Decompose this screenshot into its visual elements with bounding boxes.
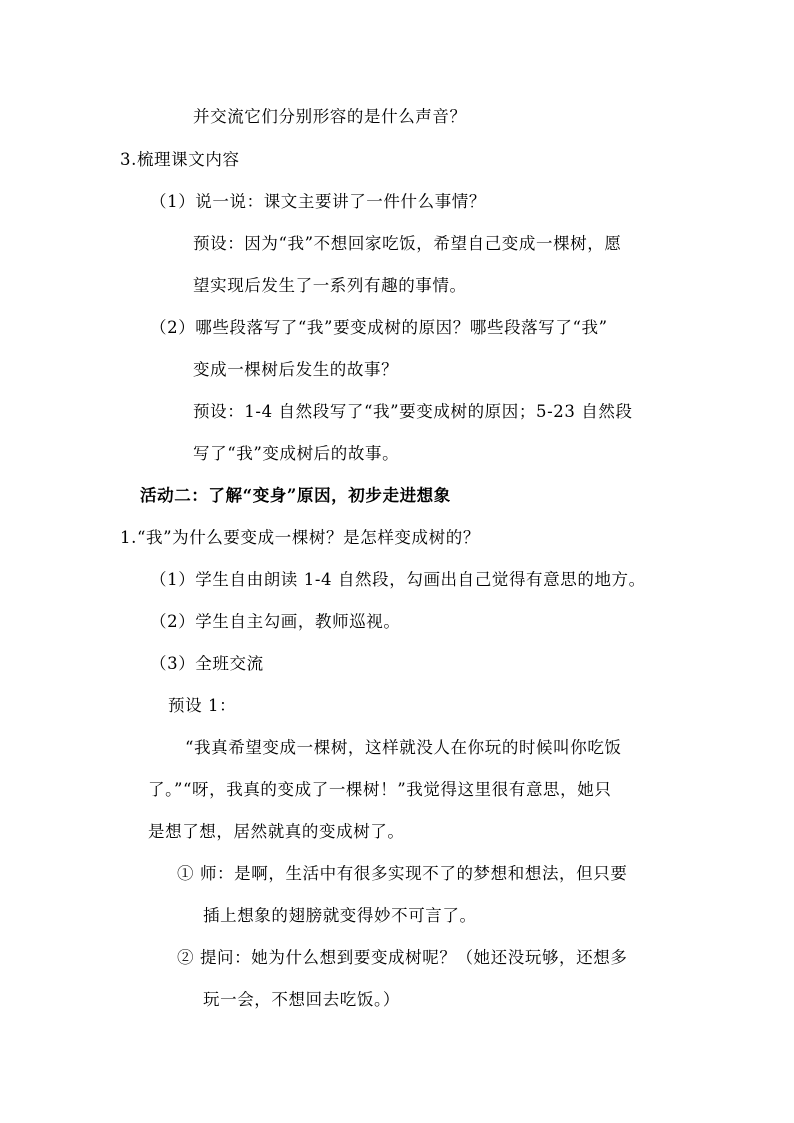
point-2-line-1: ② 提问：她为什么想到要变成树呢？（她还没玩够，还想多 — [177, 948, 628, 967]
quote-line-2: 了。”“呀，我真的变成了一棵树！”我觉得这里很有意思，她只 — [148, 780, 612, 799]
step-2: （2）学生自主勾画，教师巡视。 — [150, 612, 401, 631]
answer-1-line-2: 望实现后发生了一系列有趣的事情。 — [193, 276, 467, 295]
question-2-line-1: （2）哪些段落写了“我”要变成树的原因？哪些段落写了“我” — [150, 318, 608, 337]
point-2-line-2: 玩一会，不想回去吃饭。） — [203, 990, 400, 1009]
section-heading-3: 3.梳理课文内容 — [120, 150, 240, 169]
activity-2-heading: 活动二：了解“变身”原因，初步走进想象 — [140, 486, 451, 505]
answer-2-line-1: 预设：1-4 自然段写了“我”要变成树的原因；5-23 自然段 — [193, 402, 633, 421]
question-2-line-2: 变成一棵树后发生的故事？ — [193, 360, 399, 379]
answer-2-line-2: 写了“我”变成树后的故事。 — [193, 444, 400, 463]
preset-1-label: 预设 1： — [168, 696, 237, 715]
step-1: （1）学生自由朗读 1-4 自然段，勾画出自己觉得有意思的地方。 — [150, 570, 646, 589]
point-1-line-1: ① 师：是啊，生活中有很多实现不了的梦想和想法，但只要 — [177, 864, 628, 883]
quote-line-3: 是想了想，居然就真的变成树了。 — [148, 822, 405, 841]
item-1-question: 1.“我”为什么要变成一棵树？是怎样变成树的？ — [120, 528, 480, 547]
question-1: （1）说一说：课文主要讲了一件什么事情？ — [150, 192, 486, 211]
text-line-continuation: 并交流它们分别形容的是什么声音？ — [193, 107, 467, 126]
step-3: （3）全班交流 — [150, 654, 264, 673]
point-1-line-2: 插上想象的翅膀就变得妙不可言了。 — [203, 906, 477, 925]
answer-1-line-1: 预设：因为“我”不想回家吃饭，希望自己变成一棵树，愿 — [193, 234, 622, 253]
quote-line-1: “我真希望变成一棵树，这样就没人在你玩的时候叫你吃饭 — [185, 738, 622, 757]
